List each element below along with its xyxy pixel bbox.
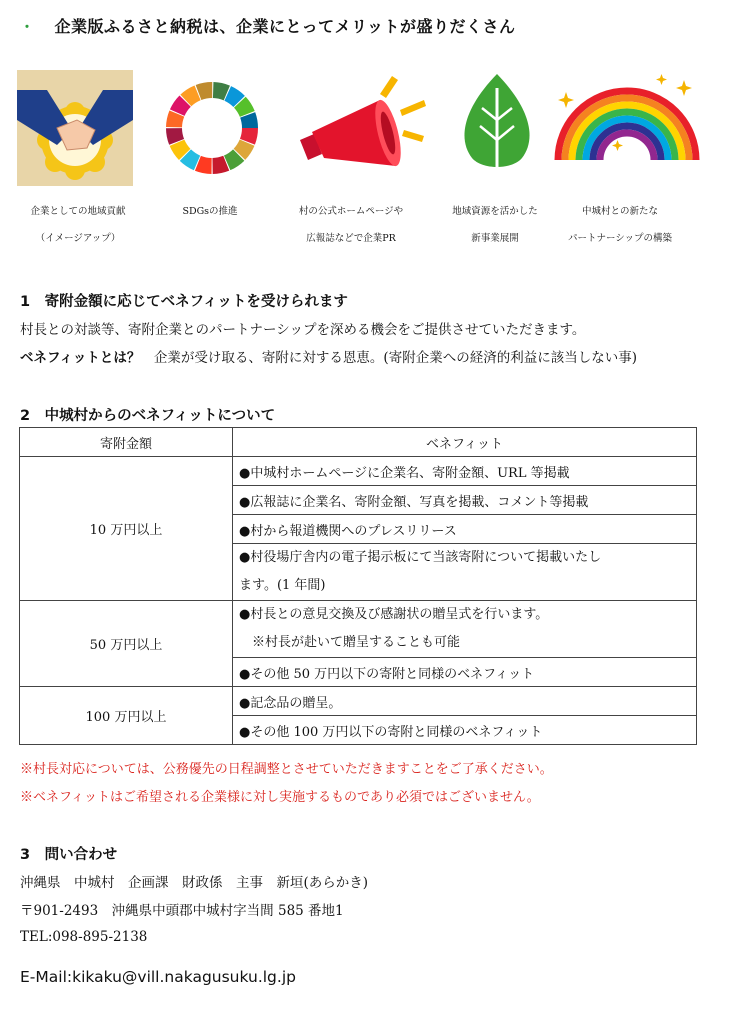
tier3-amount: 100 万円以上 bbox=[20, 687, 233, 745]
leaf-icon bbox=[448, 70, 568, 190]
note-1: ※村長対応については、公務優先の日程調整とさせていただきますことをご了承ください。 bbox=[20, 762, 553, 777]
tier1-item-3: ●村から報道機関へのプレスリリース bbox=[233, 515, 697, 544]
tier1-item-1: ●中城村ホームページに企業名、寄附金額、URL 等掲載 bbox=[233, 457, 697, 486]
benefit-definition-text: 企業が受け取る、寄附に対する恩恵。(寄附企業への経済的利益に該当しない事) bbox=[140, 350, 637, 366]
tier1-item-4-line1: ●村役場庁舎内の電子掲示板にて当該寄附について掲載いたし bbox=[239, 550, 602, 565]
tier2-item-1 bbox=[233, 601, 697, 658]
table-header-row bbox=[20, 428, 697, 457]
merit-caption-2-line1: SDGsの推進 bbox=[182, 206, 238, 217]
col-header-amount: 寄附金額 bbox=[20, 428, 233, 457]
section1-text: 村長との対談等、寄附企業とのパートナーシップを深める機会をご提供させていただきます。 bbox=[20, 322, 586, 338]
merit-caption-4-line2: 新事業展開 bbox=[471, 233, 519, 244]
merit-caption-4-line1: 地域資源を活かした bbox=[452, 206, 538, 217]
table-row bbox=[20, 601, 697, 658]
merit-caption-1-line1: 企業としての地域貢献 bbox=[30, 206, 126, 217]
contact-email[interactable]: E-Mail:kikaku@vill.nakagusuku.lg.jp bbox=[20, 968, 296, 986]
tier3-item-2: ●その他 100 万円以下の寄附と同様のベネフィット bbox=[233, 716, 697, 745]
heading-bullet: ・ bbox=[20, 20, 35, 36]
page-heading bbox=[20, 14, 516, 37]
benefit-definition bbox=[20, 346, 637, 366]
tier1-amount: 10 万円以上 bbox=[20, 457, 233, 601]
section3-title: 3 問い合わせ bbox=[20, 847, 118, 863]
note-2: ※ベネフィットはご希望される企業様に対し実施するものであり必須ではございません。 bbox=[20, 790, 540, 805]
section1-title: 1 寄附金額に応じてベネフィットを受けられます bbox=[20, 294, 348, 310]
merit-caption-1-line2: （イメージアップ） bbox=[35, 233, 121, 244]
contact-address: 〒901-2493 沖縄県中頭郡中城村字当間 585 番地1 bbox=[20, 903, 344, 919]
tier2-item-1-line1: ●村長との意見交換及び感謝状の贈呈式を行います。 bbox=[239, 607, 549, 622]
heading-text: 企業版ふるさと納税は、企業にとってメリットが盛りだくさん bbox=[54, 17, 516, 36]
tier2-item-1-line2: ※村長が赴いて贈呈することも可能 bbox=[239, 635, 461, 650]
megaphone-icon bbox=[288, 70, 428, 190]
col-header-benefit: ベネフィット bbox=[233, 428, 697, 457]
merit-caption-3-line1: 村の公式ホームページや bbox=[298, 206, 404, 217]
table-row bbox=[20, 457, 697, 486]
table-row bbox=[20, 687, 697, 716]
tier3-item-1: ●記念品の贈呈。 bbox=[233, 687, 697, 716]
merit-caption-5 bbox=[545, 205, 695, 246]
tier2-item-2: ●その他 50 万円以下の寄附と同様のベネフィット bbox=[233, 658, 697, 687]
merit-caption-1 bbox=[3, 205, 153, 246]
tier1-item-4-line2: ます。(1 年間) bbox=[239, 578, 326, 593]
merit-caption-3-line2: 広報誌などで企業PR bbox=[306, 233, 396, 244]
merit-caption-3 bbox=[276, 205, 426, 246]
rainbow-icon bbox=[552, 70, 702, 190]
benefits-table bbox=[19, 427, 697, 745]
merit-caption-2 bbox=[135, 205, 285, 219]
handshake-icon bbox=[17, 70, 137, 190]
tier1-item-4 bbox=[233, 544, 697, 601]
contact-tel: TEL:098-895-2138 bbox=[20, 929, 148, 945]
benefit-definition-label: ベネフィットとは？ bbox=[20, 350, 141, 366]
tier1-item-2: ●広報誌に企業名、寄附金額、写真を掲載、コメント等掲載 bbox=[233, 486, 697, 515]
tier2-amount: 50 万円以上 bbox=[20, 601, 233, 687]
section2-title: 2 中城村からのベネフィットについて bbox=[20, 408, 276, 424]
merit-caption-5-line1: 中城村との新たな bbox=[581, 206, 658, 217]
sdgs-wheel-icon bbox=[160, 70, 280, 190]
contact-org: 沖縄県 中城村 企画課 財政係 主事 新垣(あらかき) bbox=[20, 875, 369, 891]
merit-caption-5-line2: パートナーシップの構築 bbox=[567, 233, 673, 244]
